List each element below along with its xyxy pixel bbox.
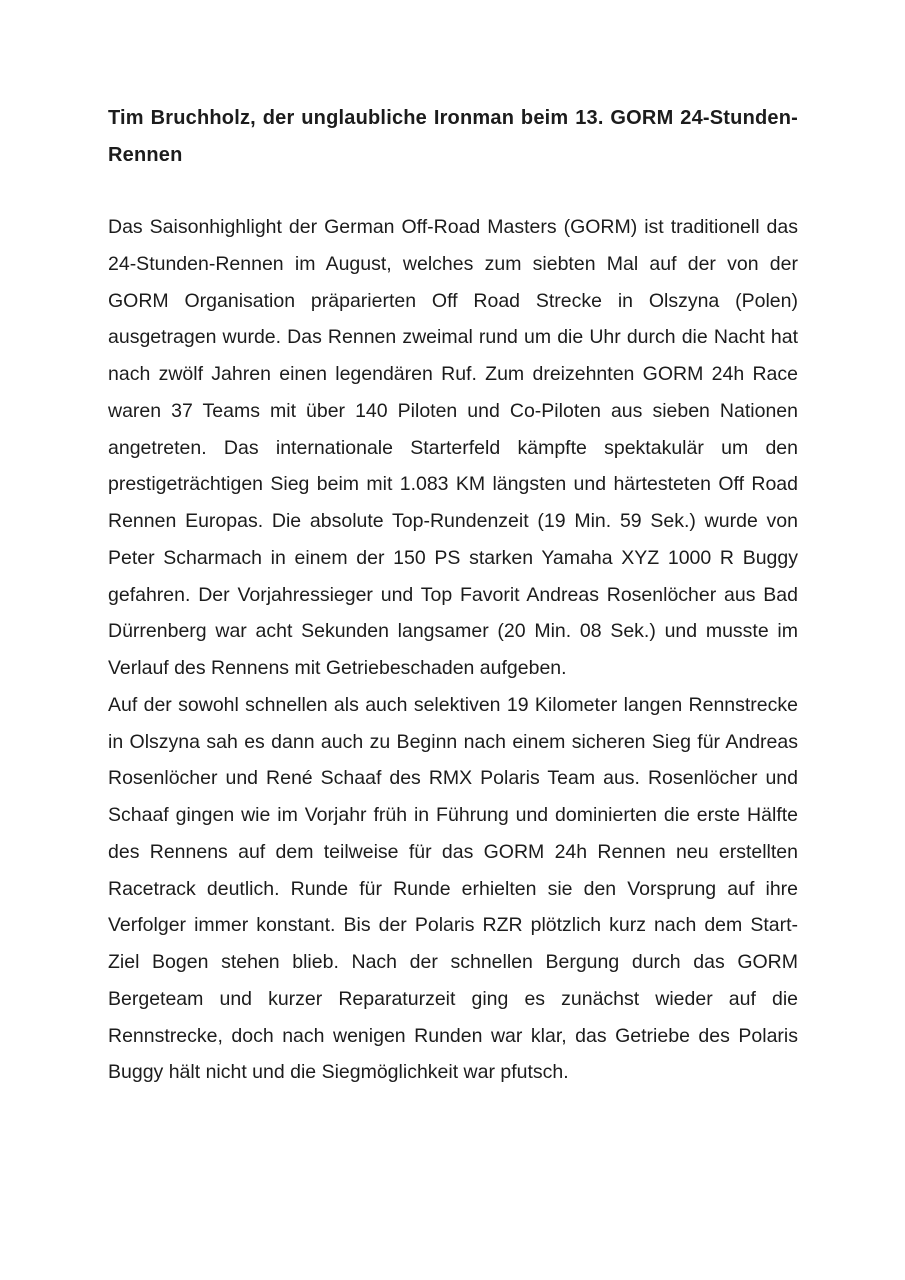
document-body <box>108 209 798 1091</box>
paragraph-1: Das Saisonhighlight der German Off-Road Masters (GORM) ist traditionell das 24-Stunden-Rennen im August, welches zum siebten Mal auf der von der GORM Organisation präparierten Off Road Strecke in Olszyna (Polen) ausgetragen wurde. Das Rennen zweimal rund um die Uhr durch die Nacht hat nach zwölf Jahren einen legendären Ruf. Zum dreizehnten GORM 24h Race waren 37 Teams mit über 140 Piloten und Co-Piloten aus sieben Nationen angetreten. Das internationale Starterfeld kämpfte spektakulär um den prestigeträchtigen Sieg beim mit 1.083 KM längsten und härtesteten Off Road Rennen Europas. Die absolute Top-Rundenzeit (19 Min. 59 Sek.) wurde von Peter Scharmach in einem der 150 PS starken Yamaha XYZ 1000 R Buggy gefahren. Der Vorjahressieger und Top Favorit Andreas Rosenlöcher aus Bad Dürrenberg war acht Sekunden langsamer (20 Min. 08 Sek.) und musste im Verlauf des Rennens mit Getriebeschaden aufgeben. <box>108 216 798 680</box>
paragraph-2: Auf der sowohl schnellen als auch selektiven 19 Kilometer langen Rennstrecke in Olszyna sah es dann auch zu Beginn nach einem sicheren Sieg für Andreas Rosenlöcher und René Schaaf des RMX Polaris Team aus. Rosenlöcher und Schaaf gingen wie im Vorjahr früh in Führung und dominierten die erste Hälfte des Rennens auf dem teilweise für das GORM 24h Rennen neu erstellten Racetrack deutlich. Runde für Runde erhielten sie den Vorsprung auf ihre Verfolger immer konstant. Bis der Polaris RZR plötzlich kurz nach dem Start-Ziel Bogen stehen blieb. Nach der schnellen Bergung durch das GORM Bergeteam und kurzer Reparaturzeit ging es zunächst wieder auf die Rennstrecke, doch nach wenigen Runden war klar, das Getriebe des Polaris Buggy hält nicht und die Siegmöglichkeit war pfutsch. <box>108 693 798 1084</box>
document-title: Tim Bruchholz, der unglaubliche Ironman beim 13. GORM 24-Stunden-Rennen <box>108 107 798 166</box>
document-page <box>108 100 798 1091</box>
